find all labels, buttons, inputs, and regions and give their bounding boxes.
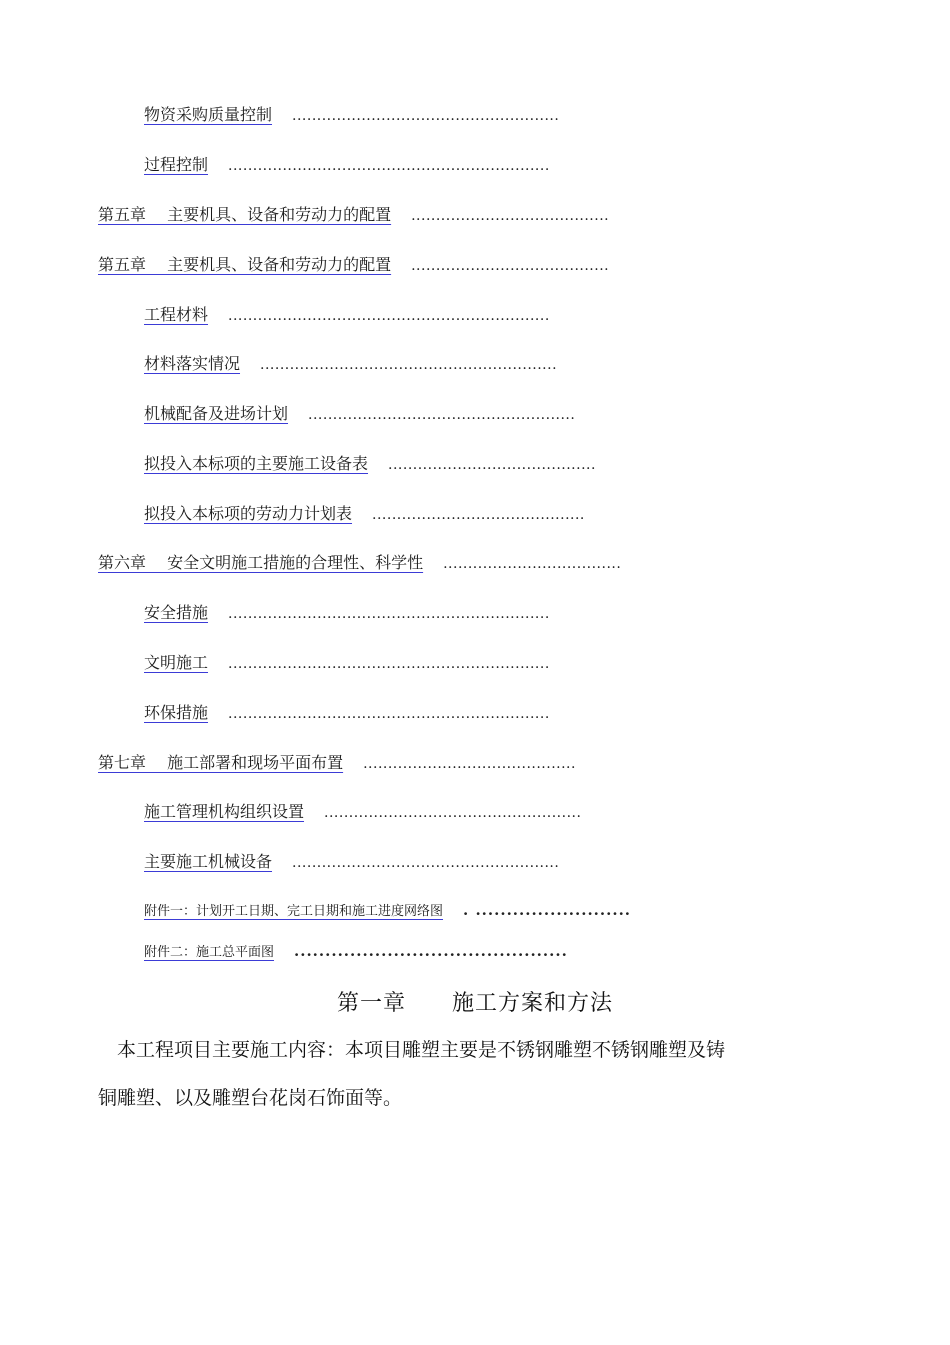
toc-leader: ............................................ bbox=[294, 942, 568, 960]
toc-item[interactable] bbox=[144, 650, 550, 674]
toc-leader: ................................................................. bbox=[228, 656, 550, 672]
toc-leader: .......................................... bbox=[388, 457, 596, 473]
toc-leader: ............................................................ bbox=[260, 357, 558, 373]
toc-link[interactable]: 材料落实情况 bbox=[144, 354, 241, 373]
toc-link[interactable]: 第七章 施工部署和现场平面布置 bbox=[98, 753, 344, 772]
toc-item[interactable] bbox=[144, 152, 550, 176]
toc-link[interactable]: 主要施工机械设备 bbox=[144, 852, 273, 871]
toc-leader: ................................................................. bbox=[228, 606, 550, 622]
toc-item[interactable] bbox=[98, 252, 609, 276]
toc-item[interactable] bbox=[144, 451, 596, 475]
toc-leader: ................................................................. bbox=[228, 706, 550, 722]
toc-leader: ...................................................... bbox=[292, 108, 560, 124]
toc-item[interactable] bbox=[144, 849, 559, 873]
toc-link[interactable]: 环保措施 bbox=[144, 703, 209, 722]
toc-link[interactable]: 文明施工 bbox=[144, 653, 209, 672]
toc-item[interactable] bbox=[144, 401, 575, 425]
toc-link[interactable]: 第五章 主要机具、设备和劳动力的配置 bbox=[98, 205, 392, 224]
toc-leader: ........................................... bbox=[372, 507, 585, 523]
toc-leader: .................................................... bbox=[324, 805, 582, 821]
toc-link[interactable]: 施工管理机构组织设置 bbox=[144, 802, 305, 821]
toc-link[interactable]: 附件一：计划开工日期、完工日期和施工进度网络图 bbox=[144, 904, 444, 919]
toc-link[interactable]: 机械配备及进场计划 bbox=[144, 404, 289, 423]
toc-link[interactable]: 第五章 主要机具、设备和劳动力的配置 bbox=[98, 255, 392, 274]
toc-item[interactable] bbox=[144, 351, 557, 375]
toc-item[interactable] bbox=[144, 700, 550, 724]
toc-link[interactable]: 拟投入本标项的主要施工设备表 bbox=[144, 454, 369, 473]
toc-link[interactable]: 拟投入本标项的劳动力计划表 bbox=[144, 504, 353, 523]
toc-link[interactable]: 过程控制 bbox=[144, 155, 209, 174]
toc-leader: ................................................................. bbox=[228, 308, 550, 324]
toc-leader: ................................................................. bbox=[228, 158, 550, 174]
toc-leader: . ......................... bbox=[463, 901, 632, 919]
toc-item[interactable] bbox=[98, 202, 609, 226]
toc-item[interactable] bbox=[144, 501, 585, 525]
toc-item[interactable] bbox=[144, 941, 568, 965]
toc-leader: ........................................ bbox=[411, 258, 610, 274]
toc-item[interactable] bbox=[144, 799, 581, 823]
toc-link[interactable]: 物资采购质量控制 bbox=[144, 105, 273, 124]
toc-link[interactable]: 附件二：施工总平面图 bbox=[144, 945, 275, 960]
toc-item[interactable] bbox=[144, 102, 559, 126]
toc-link[interactable]: 安全措施 bbox=[144, 603, 209, 622]
toc-item[interactable] bbox=[144, 900, 631, 924]
toc-leader: ...................................................... bbox=[292, 855, 560, 871]
toc-link[interactable]: 工程材料 bbox=[144, 305, 209, 324]
toc-leader: .................................... bbox=[443, 556, 622, 572]
toc-item[interactable] bbox=[98, 750, 576, 774]
toc-item[interactable] bbox=[144, 302, 550, 326]
toc-item[interactable] bbox=[98, 550, 621, 574]
toc-link[interactable]: 第六章 安全文明施工措施的合理性、科学性 bbox=[98, 553, 424, 572]
body-line: 铜雕塑、以及雕塑台花岗石饰面等。 bbox=[98, 1087, 403, 1109]
body-line: 本工程项目主要施工内容：本项目雕塑主要是不锈钢雕塑不锈钢雕塑及铸 bbox=[98, 1039, 726, 1061]
toc-leader: ........................................... bbox=[363, 756, 576, 772]
toc-leader: ...................................................... bbox=[308, 407, 576, 423]
toc-leader: ........................................ bbox=[411, 208, 610, 224]
chapter-title: 第一章 施工方案和方法 bbox=[336, 991, 613, 1016]
toc-item[interactable] bbox=[144, 600, 550, 624]
